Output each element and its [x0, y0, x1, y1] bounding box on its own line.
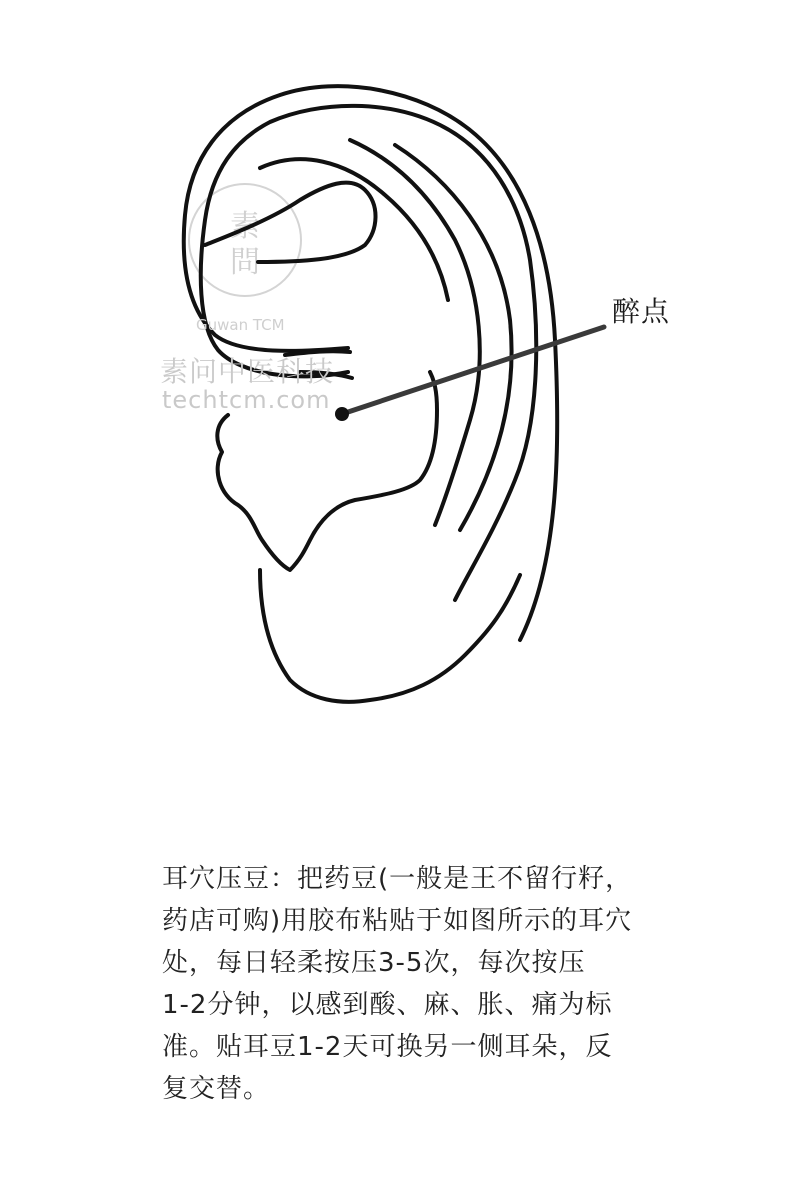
ear-antihelix-crus — [260, 159, 448, 300]
acupoint-label: 醉点 — [612, 295, 671, 328]
instructions-text: 耳穴压豆：把药豆(一般是王不留行籽， 药店可购)用胶布粘贴于如图所示的耳穴 处，每日轻柔按压3-5次，每次按压 1-2分钟，以感到酸、麻、胀、痛为标 准。贴耳豆1-2天可换另一侧耳朵，反 复交替。 — [162, 864, 633, 1104]
watermark-url: techtcm.com — [162, 386, 331, 414]
watermark-seal-bottom: 問 — [230, 245, 260, 280]
watermark-seal — [189, 184, 301, 296]
acupoint-dot — [335, 407, 349, 421]
acupoint-pointer — [335, 327, 604, 421]
ear-lobe — [260, 570, 520, 702]
watermark-chinese: 素问中医科技 — [160, 355, 335, 388]
watermark-seal-top: 素 — [230, 209, 260, 244]
watermark-english: Guwan TCM — [196, 316, 285, 334]
